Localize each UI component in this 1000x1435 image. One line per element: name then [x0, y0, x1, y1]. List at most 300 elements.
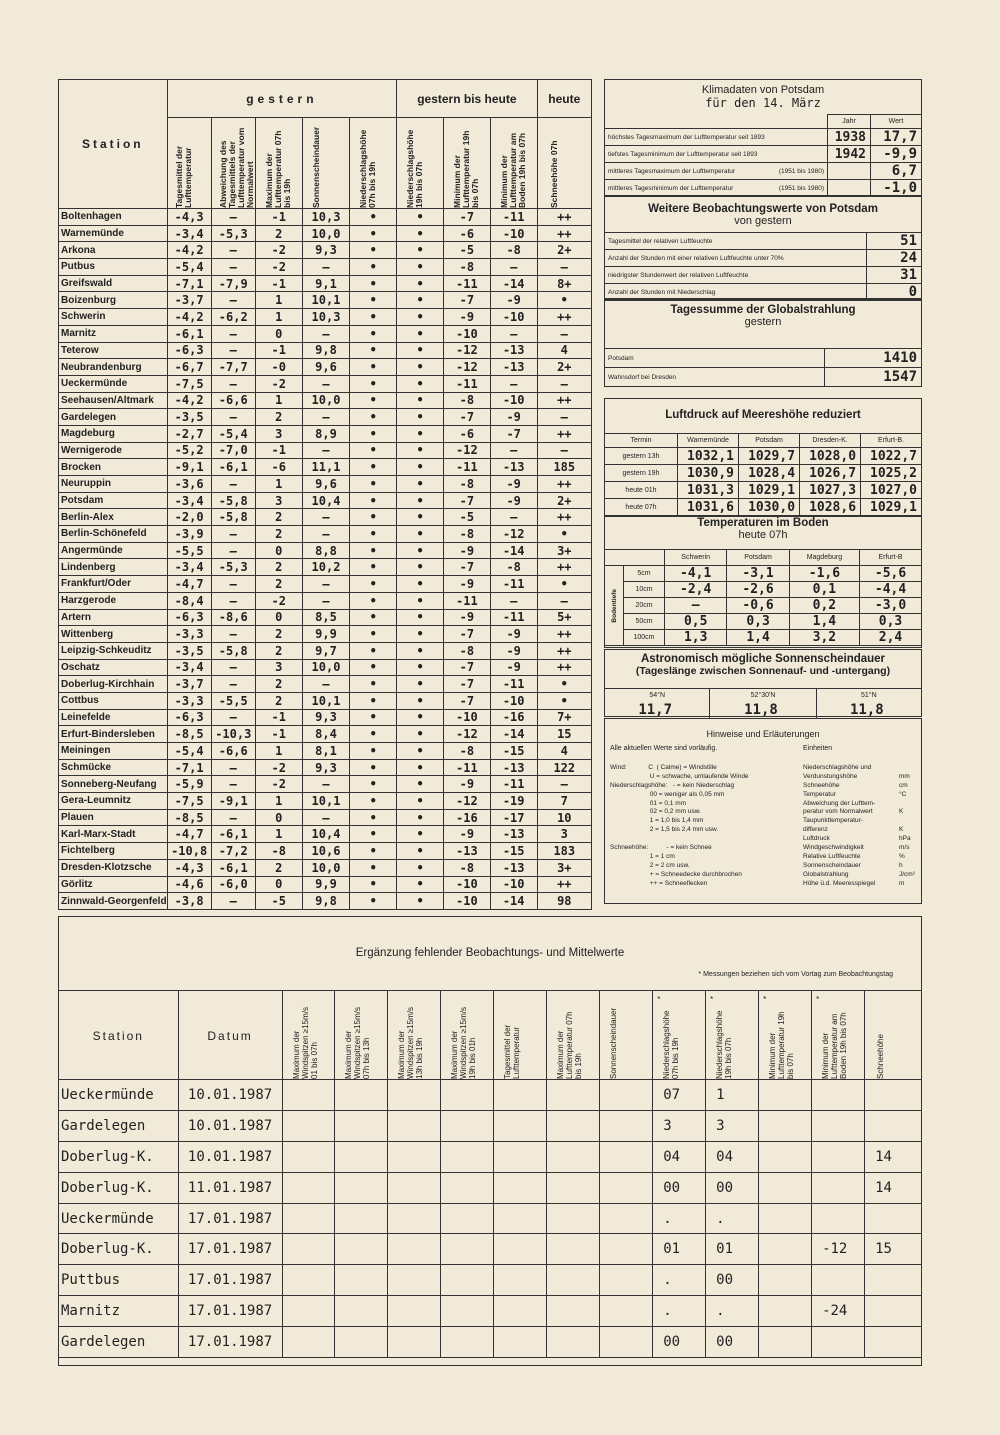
einheit-unit: m: [899, 879, 905, 887]
einheiten-label: Einheiten: [803, 745, 833, 752]
cell: 0: [255, 609, 302, 626]
cell: •: [350, 526, 397, 543]
cell: —: [211, 893, 255, 910]
table-row: [59, 826, 592, 843]
bodentiefe-label: Bodentiefe: [610, 588, 618, 623]
cell: —: [302, 259, 350, 276]
cell: •: [537, 676, 591, 693]
cell: •: [350, 342, 397, 359]
klima-jahr: [828, 180, 871, 197]
station-name: Warnemünde: [59, 225, 168, 242]
einheit-row: [803, 853, 919, 862]
cell: -4,3: [167, 209, 211, 226]
luftdruck-value: 1030,9: [678, 465, 739, 482]
boden-row: [605, 566, 921, 582]
cell: •: [397, 576, 444, 593]
luftdruck-value: 1026,7: [800, 465, 861, 482]
cell: —: [211, 409, 255, 426]
boden-value: 1,4: [727, 630, 789, 646]
cell: •: [350, 793, 397, 810]
cell: 3: [537, 826, 591, 843]
cell: •: [350, 375, 397, 392]
cell: •: [350, 275, 397, 292]
weitere-title: Weitere Beobachtungswerte von Potsdam: [648, 203, 878, 215]
cell: -6,1: [211, 459, 255, 476]
boden-value: 3,2: [789, 630, 859, 646]
cell: 10,0: [302, 392, 350, 409]
cell: 7: [537, 793, 591, 810]
einheit-row: [803, 835, 919, 844]
ergaenzung-col-header: * Niederschlagshöhe 19h bis 07h: [706, 991, 759, 1080]
luftdruck-header-row: [605, 434, 921, 448]
ergaenzung-header-label: Sonnenscheindauer: [609, 1007, 619, 1079]
ergaenzung-value: [600, 1296, 653, 1327]
cell: 2: [255, 576, 302, 593]
station-name: Arkona: [59, 242, 168, 259]
cell: —: [537, 409, 591, 426]
cell: 10,3: [302, 209, 350, 226]
cell: •: [397, 642, 444, 659]
einheit-row: [803, 817, 919, 826]
boden-value: -2,4: [665, 582, 727, 598]
ergaenzung-col-header: [600, 991, 653, 1080]
einheit-row: [803, 791, 919, 800]
ergaenzung-value: [600, 1172, 653, 1203]
astro-value-row: [605, 702, 921, 718]
cell: -5: [443, 242, 490, 259]
cell: •: [350, 292, 397, 309]
weitere-row: [605, 267, 921, 284]
einheit-label: Abweichung der Lufttem-: [803, 799, 876, 807]
boden-header: Magdeburg: [789, 550, 859, 566]
weitere-wert: 24: [867, 250, 922, 267]
hinweis-line: 1 = 1 cm: [610, 852, 675, 860]
ergaenzung-value: [494, 1203, 547, 1234]
cell: -6: [255, 459, 302, 476]
ergaenzung-header-label: Maximum der Lufttemperatur 07h bis 19h: [556, 1011, 584, 1079]
cell: 9,8: [302, 893, 350, 910]
gestern-header: gestern: [167, 80, 397, 118]
einheit-label: Höhe ü.d. Meeresspiegel: [803, 879, 876, 887]
boden-header: Schwerin: [665, 550, 727, 566]
cell: 183: [537, 843, 591, 860]
ergaenzung-value: [600, 1234, 653, 1265]
ergaenzung-value: [600, 1080, 653, 1111]
cell: -11: [490, 776, 537, 793]
ergaenzung-value: .: [653, 1296, 706, 1327]
klima-period: (1951 bis 1980): [778, 167, 824, 175]
table-row: [59, 375, 592, 392]
cell: -8,5: [167, 809, 211, 826]
cell: •: [350, 425, 397, 442]
table-row: [59, 559, 592, 576]
cell: ++: [537, 392, 591, 409]
cell: -7: [443, 292, 490, 309]
ergaenzung-value: [759, 1080, 812, 1111]
table-row: [59, 776, 592, 793]
cell: —: [211, 576, 255, 593]
cell: •: [350, 209, 397, 226]
cell: •: [397, 259, 444, 276]
table-row: [59, 893, 592, 910]
ergaenzung-value: [388, 1265, 441, 1296]
ergaenzung-value: [865, 1327, 921, 1358]
cell: —: [490, 375, 537, 392]
cell: -13: [490, 759, 537, 776]
cell: —: [211, 809, 255, 826]
cell: 4: [537, 342, 591, 359]
col-header: [167, 118, 211, 209]
cell: —: [211, 476, 255, 493]
cell: 10: [537, 809, 591, 826]
ergaenzung-value: [547, 1080, 600, 1111]
cell: -2: [255, 592, 302, 609]
col-header-label: Schneehöhe 07h: [549, 140, 560, 208]
cell: —: [537, 442, 591, 459]
cell: 10,0: [302, 659, 350, 676]
ergaenzung-value: .: [653, 1265, 706, 1296]
ergaenzung-value: [759, 1172, 812, 1203]
cell: -6: [443, 225, 490, 242]
cell: ++: [537, 309, 591, 326]
cell: -1: [255, 442, 302, 459]
cell: -2,0: [167, 509, 211, 526]
cell: -6,1: [211, 859, 255, 876]
cell: •: [537, 526, 591, 543]
cell: —: [490, 442, 537, 459]
col-header: [443, 118, 490, 209]
ergaenzung-panel: [58, 916, 922, 1366]
ergaenzung-value: [388, 1172, 441, 1203]
cell: -15: [490, 743, 537, 760]
cell: 8,9: [302, 425, 350, 442]
col-header-label: Maximum der Lufttemperatur 07h bis 19h: [263, 130, 292, 208]
ergaenzung-value: [812, 1172, 865, 1203]
cell: -10: [490, 692, 537, 709]
cell: -5,4: [167, 743, 211, 760]
einheit-unit: cm: [899, 781, 908, 789]
ergaenzung-value: [494, 1110, 547, 1141]
luftdruck-value: 1029,1: [861, 499, 921, 516]
ergaenzung-value: 00: [706, 1172, 759, 1203]
cell: —: [302, 776, 350, 793]
klima-label: mittleres Tagesmaximum der Lufttemperatur: [608, 167, 736, 175]
ergaenzung-value: [282, 1234, 335, 1265]
station-name: Schwerin: [59, 309, 168, 326]
ergaenzung-value: [600, 1203, 653, 1234]
boden-value: 1,3: [665, 630, 727, 646]
boden-value: -3,1: [727, 566, 789, 582]
luftdruck-header: Erfurt-B.: [861, 434, 921, 448]
cell: ++: [537, 425, 591, 442]
cell: -6,3: [167, 709, 211, 726]
cell: -11: [443, 375, 490, 392]
cell: —: [302, 442, 350, 459]
table-row: [59, 359, 592, 376]
luftdruck-value: 1032,1: [678, 448, 739, 465]
cell: 8,1: [302, 743, 350, 760]
cell: •: [397, 209, 444, 226]
cell: •: [350, 726, 397, 743]
astro-panel: [604, 649, 922, 717]
ergaenzung-value: [388, 1141, 441, 1172]
ergaenzung-value: [759, 1203, 812, 1234]
ergaenzung-value: [282, 1203, 335, 1234]
cell: •: [350, 826, 397, 843]
cell: -3,8: [167, 893, 211, 910]
ergaenzung-value: [335, 1265, 388, 1296]
cell: —: [302, 509, 350, 526]
cell: —: [211, 659, 255, 676]
ergaenzung-value: [282, 1265, 335, 1296]
cell: -9,1: [167, 459, 211, 476]
einheit-unit: h: [899, 861, 903, 869]
cell: •: [350, 659, 397, 676]
ergaenzung-value: [441, 1327, 494, 1358]
ergaenzung-col-header: [494, 991, 547, 1080]
cell: •: [350, 876, 397, 893]
einheit-unit: °C: [899, 790, 907, 798]
cell: 7+: [537, 709, 591, 726]
cell: -9: [443, 309, 490, 326]
einheit-unit: J/cm²: [899, 870, 915, 878]
station-table: [58, 79, 592, 910]
cell: 3: [255, 492, 302, 509]
weitere-table: [605, 232, 921, 301]
cell: -1: [255, 342, 302, 359]
cell: -9: [443, 576, 490, 593]
ergaenzung-col-header: [388, 991, 441, 1080]
cell: -15: [490, 843, 537, 860]
cell: -13: [490, 859, 537, 876]
table-row: [59, 809, 592, 826]
cell: •: [350, 492, 397, 509]
table-row: [59, 476, 592, 493]
cell: •: [350, 459, 397, 476]
astro-header: 52°30'N: [710, 689, 816, 702]
ergaenzung-value: [441, 1080, 494, 1111]
cell: -7,0: [211, 442, 255, 459]
station-name: Marnitz: [59, 325, 168, 342]
cell: •: [350, 392, 397, 409]
boden-value: 0,5: [665, 614, 727, 630]
cell: •: [397, 559, 444, 576]
ergaenzung-value: [388, 1234, 441, 1265]
boden-panel: [604, 516, 922, 648]
cell: 2: [255, 692, 302, 709]
cell: -7: [443, 559, 490, 576]
col-header-label: Tagesmittel der Lufttemperatur: [174, 145, 194, 208]
weitere-panel: [604, 196, 922, 299]
cell: -11: [443, 275, 490, 292]
boden-header-row: [605, 550, 921, 566]
luftdruck-value: 1025,2: [861, 465, 921, 482]
klima-wert: -9,9: [871, 146, 922, 163]
cell: -10,8: [167, 843, 211, 860]
boden-row: [605, 582, 921, 598]
luftdruck-termin: heute 01h: [605, 482, 678, 499]
cell: -11: [490, 676, 537, 693]
table-row: [59, 392, 592, 409]
cell: -8: [255, 843, 302, 860]
luftdruck-value: 1028,6: [800, 499, 861, 516]
luftdruck-panel: [604, 398, 922, 516]
cell: 0: [255, 809, 302, 826]
cell: •: [397, 242, 444, 259]
cell: -6,2: [211, 309, 255, 326]
cell: •: [350, 709, 397, 726]
ergaenzung-value: [865, 1265, 921, 1296]
station-name: Schmücke: [59, 759, 168, 776]
cell: 1: [255, 826, 302, 843]
ergaenzung-value: [759, 1110, 812, 1141]
cell: -8: [443, 476, 490, 493]
col-header: [255, 118, 302, 209]
cell: -4,2: [167, 392, 211, 409]
cell: •: [397, 492, 444, 509]
astro-value: 11,7: [605, 702, 710, 718]
weitere-label: niedrigster Stundenwert der relativen Luftfeuchte: [605, 267, 867, 284]
cell: ++: [537, 559, 591, 576]
hinweise-title: Hinweise und Erläuterungen: [706, 729, 820, 739]
hinweis-line: ++ = Schneeflecken: [610, 879, 708, 887]
cell: 2: [255, 225, 302, 242]
global-panel: [604, 299, 922, 387]
station-name: Leipzig-Schkeuditz: [59, 642, 168, 659]
cell: -8: [443, 392, 490, 409]
ergaenzung-datum: 10.01.1987: [178, 1110, 282, 1141]
cell: -3,4: [167, 659, 211, 676]
cell: 1: [255, 793, 302, 810]
cell: -9: [490, 626, 537, 643]
cell: -5,3: [211, 225, 255, 242]
cell: •: [350, 442, 397, 459]
station-name: Brocken: [59, 459, 168, 476]
gestern-bis-heute-header: gestern bis heute: [397, 80, 537, 118]
cell: -11: [443, 759, 490, 776]
astro-value: 11,8: [710, 702, 816, 718]
cell: -7: [490, 425, 537, 442]
ergaenzung-value: [547, 1110, 600, 1141]
table-row: [59, 209, 592, 226]
cell: •: [397, 542, 444, 559]
table-row: [59, 592, 592, 609]
ergaenzung-value: [547, 1296, 600, 1327]
weitere-subtitle: von gestern: [734, 215, 792, 227]
boden-header: Potsdam: [727, 550, 789, 566]
cell: 2+: [537, 492, 591, 509]
cell: •: [350, 259, 397, 276]
einheit-row: [803, 844, 919, 853]
hinweis-line: 1 = 1,0 bis 1,4 mm: [610, 817, 704, 825]
station-name: Angermünde: [59, 542, 168, 559]
luftdruck-value: 1027,0: [861, 482, 921, 499]
boden-title: Temperaturen im Boden: [697, 517, 829, 529]
cell: 10,4: [302, 826, 350, 843]
cell: •: [350, 642, 397, 659]
einheit-row: [803, 880, 919, 889]
cell: -2: [255, 776, 302, 793]
cell: -9: [490, 642, 537, 659]
cell: —: [211, 242, 255, 259]
cell: —: [211, 375, 255, 392]
station-name: Teterow: [59, 342, 168, 359]
cell: 1: [255, 292, 302, 309]
table-row: [59, 459, 592, 476]
cell: 15: [537, 726, 591, 743]
ergaenzung-value: [759, 1265, 812, 1296]
ergaenzung-header-label: Maximum der Windspitzen ≥15m/s 13h bis 19h: [397, 1007, 425, 1079]
cell: 9,6: [302, 476, 350, 493]
ergaenzung-value: [388, 1296, 441, 1327]
einheit-label: Windgeschwindigkeit: [803, 844, 864, 852]
ergaenzung-title: Ergänzung fehlender Beobachtungs- und Mittelwerte: [355, 947, 625, 959]
cell: -1: [255, 209, 302, 226]
station-name: Dresden-Klotzsche: [59, 859, 168, 876]
table-row: [59, 642, 592, 659]
station-header: Station: [59, 80, 168, 209]
ergaenzung-col-header: [178, 991, 282, 1080]
cell: -10: [443, 893, 490, 910]
ergaenzung-value: [335, 1296, 388, 1327]
cell: -3,5: [167, 409, 211, 426]
cell: -10: [490, 392, 537, 409]
global-wert: 1547: [825, 368, 922, 387]
ergaenzung-value: [812, 1141, 865, 1172]
cell: -5,5: [211, 692, 255, 709]
einheit-label: Verdunstungshöhe: [803, 772, 858, 780]
cell: 2+: [537, 359, 591, 376]
cell: -10: [443, 709, 490, 726]
cell: -5: [255, 893, 302, 910]
cell: 9,3: [302, 242, 350, 259]
ergaenzung-table: [59, 990, 921, 1358]
boden-row: [605, 630, 921, 646]
astro-header-row: [605, 689, 921, 702]
luftdruck-value: 1030,0: [739, 499, 800, 516]
weitere-label: Anzahl der Stunden mit einer relativen Luftfeuchte unter 70%: [605, 250, 867, 267]
station-name: Lindenberg: [59, 559, 168, 576]
luftdruck-termin: gestern 19h: [605, 465, 678, 482]
cell: •: [537, 292, 591, 309]
cell: -5,4: [167, 259, 211, 276]
ergaenzung-value: 01: [653, 1234, 706, 1265]
ergaenzung-value: [282, 1172, 335, 1203]
cell: —: [302, 409, 350, 426]
cell: •: [397, 726, 444, 743]
station-name: Ueckermünde: [59, 375, 168, 392]
cell: -19: [490, 793, 537, 810]
ergaenzung-row: [59, 1141, 921, 1172]
cell: —: [211, 325, 255, 342]
cell: 3+: [537, 542, 591, 559]
cell: 9,7: [302, 642, 350, 659]
cell: -9: [443, 826, 490, 843]
station-name: Doberlug-Kirchhain: [59, 676, 168, 693]
cell: 3: [255, 425, 302, 442]
cell: -3,7: [167, 292, 211, 309]
cell: -6,0: [211, 876, 255, 893]
cell: 3: [255, 659, 302, 676]
klima-label: tiefstes Tagesminimum der Lufttemperatur seit 1893: [608, 150, 758, 158]
cell: ++: [537, 876, 591, 893]
col-header: [537, 118, 591, 209]
cell: 9,8: [302, 342, 350, 359]
table-row: [59, 709, 592, 726]
table-row: [59, 659, 592, 676]
cell: -7,5: [167, 375, 211, 392]
col-header-label: Abweichung des Tagesmittels der Lufttemperatur vom Normalwert: [218, 127, 256, 208]
